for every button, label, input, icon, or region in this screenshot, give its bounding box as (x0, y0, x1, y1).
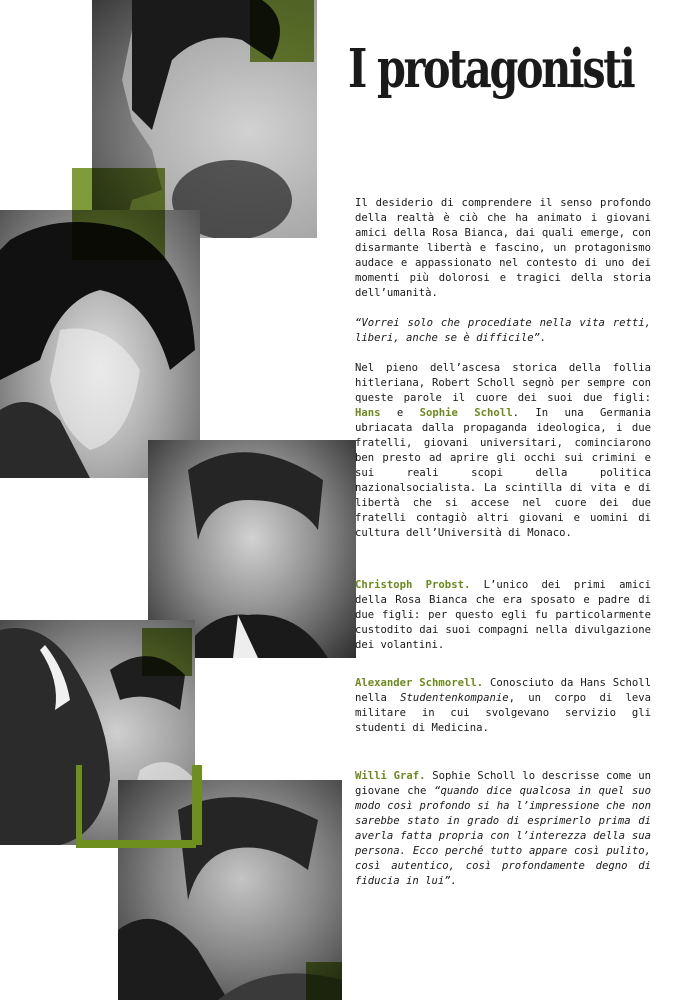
schmorell-section: Alexander Schmorell. Conosciuto da Hans Scholl nella Studentenkompanie, un corpo di leva militare in cui svolgevano servizio gli studenti di Medicina. (355, 677, 652, 734)
scholl-paragraph: Nel pieno dell’ascesa storica della follia hitleriana, Robert Scholl segnò per sempre con queste parole il cuore dei suoi due figli: Hans e Sophie Scholl. In una Germania ubriacata dalla propaganda ideologica, i due fratelli, giovani universitari, cominciarono ben presto ad aprire gli occhi sui crimini e sui reali scopi della politica nazionalsocialista. La scintilla di vita e di libertà che si accese nel cuore dei due fratelli contagiò altri giovani e uomini di cultura dell’Università di Monaco. (355, 362, 651, 539)
green-accent-block (306, 962, 342, 1000)
page-title: I protagonisti (348, 38, 634, 100)
green-accent-block (76, 840, 196, 848)
green-accent-block (192, 765, 202, 845)
name-christoph-probst: Christoph Probst. (355, 579, 471, 591)
intro-paragraph: Il desiderio di comprendere il senso profondo della realtà è ciò che ha animato i giovani amici della Rosa Bianca, dai quali emerge, con disarmante libertà e fascino, un protagonismo audace e appassionato nel contesto di uno dei momenti più dolorosi e tragici della storia dell’umanità. (355, 197, 651, 299)
sophie-scholl-quote: “quando dice qualcosa in quel suo modo così profondo si ha l’impressione che non sarebbe stato in grado di esprimerlo prima di averla fatta propria con l’interezza della sua persona. Ecco perché tutto appare così pulito, così autentico, così profondamente degno di fiducia in lui”. (355, 785, 651, 887)
probst-section: Christoph Probst. L’unico dei primi amici della Rosa Bianca che era sposato e padre di due figli: per questo egli fu particolarmente custodito dai suoi compagni nella divulgazione dei volantini. (355, 579, 651, 651)
name-willi-graf: Willi Graf. (355, 770, 426, 782)
term-studentenkompanie: Studentenkompanie (400, 692, 509, 704)
name-hans: Hans (355, 407, 381, 419)
intro-section (355, 196, 651, 541)
robert-scholl-quote: “Vorrei solo che procediate nella vita retti, liberi, anche se è difficile”. (355, 317, 651, 344)
green-accent-block (76, 765, 82, 845)
name-sophie-scholl: Sophie Scholl (419, 407, 513, 419)
name-alexander-schmorell: Alexander Schmorell. (355, 677, 484, 689)
green-accent-block (250, 0, 314, 62)
graf-section: Willi Graf. Sophie Scholl lo descrisse come un giovane che “quando dice qualcosa in quel suo modo così profondo si ha l’impressione che non sarebbe stato in grado di esprimerlo prima di averla fatta propria con l’interezza della sua persona. Ecco perché tutto appare così pulito, così autentico, così profondamente degno di fiducia in lui”. (355, 770, 651, 887)
green-accent-block (142, 628, 192, 676)
green-accent-block (72, 168, 165, 260)
